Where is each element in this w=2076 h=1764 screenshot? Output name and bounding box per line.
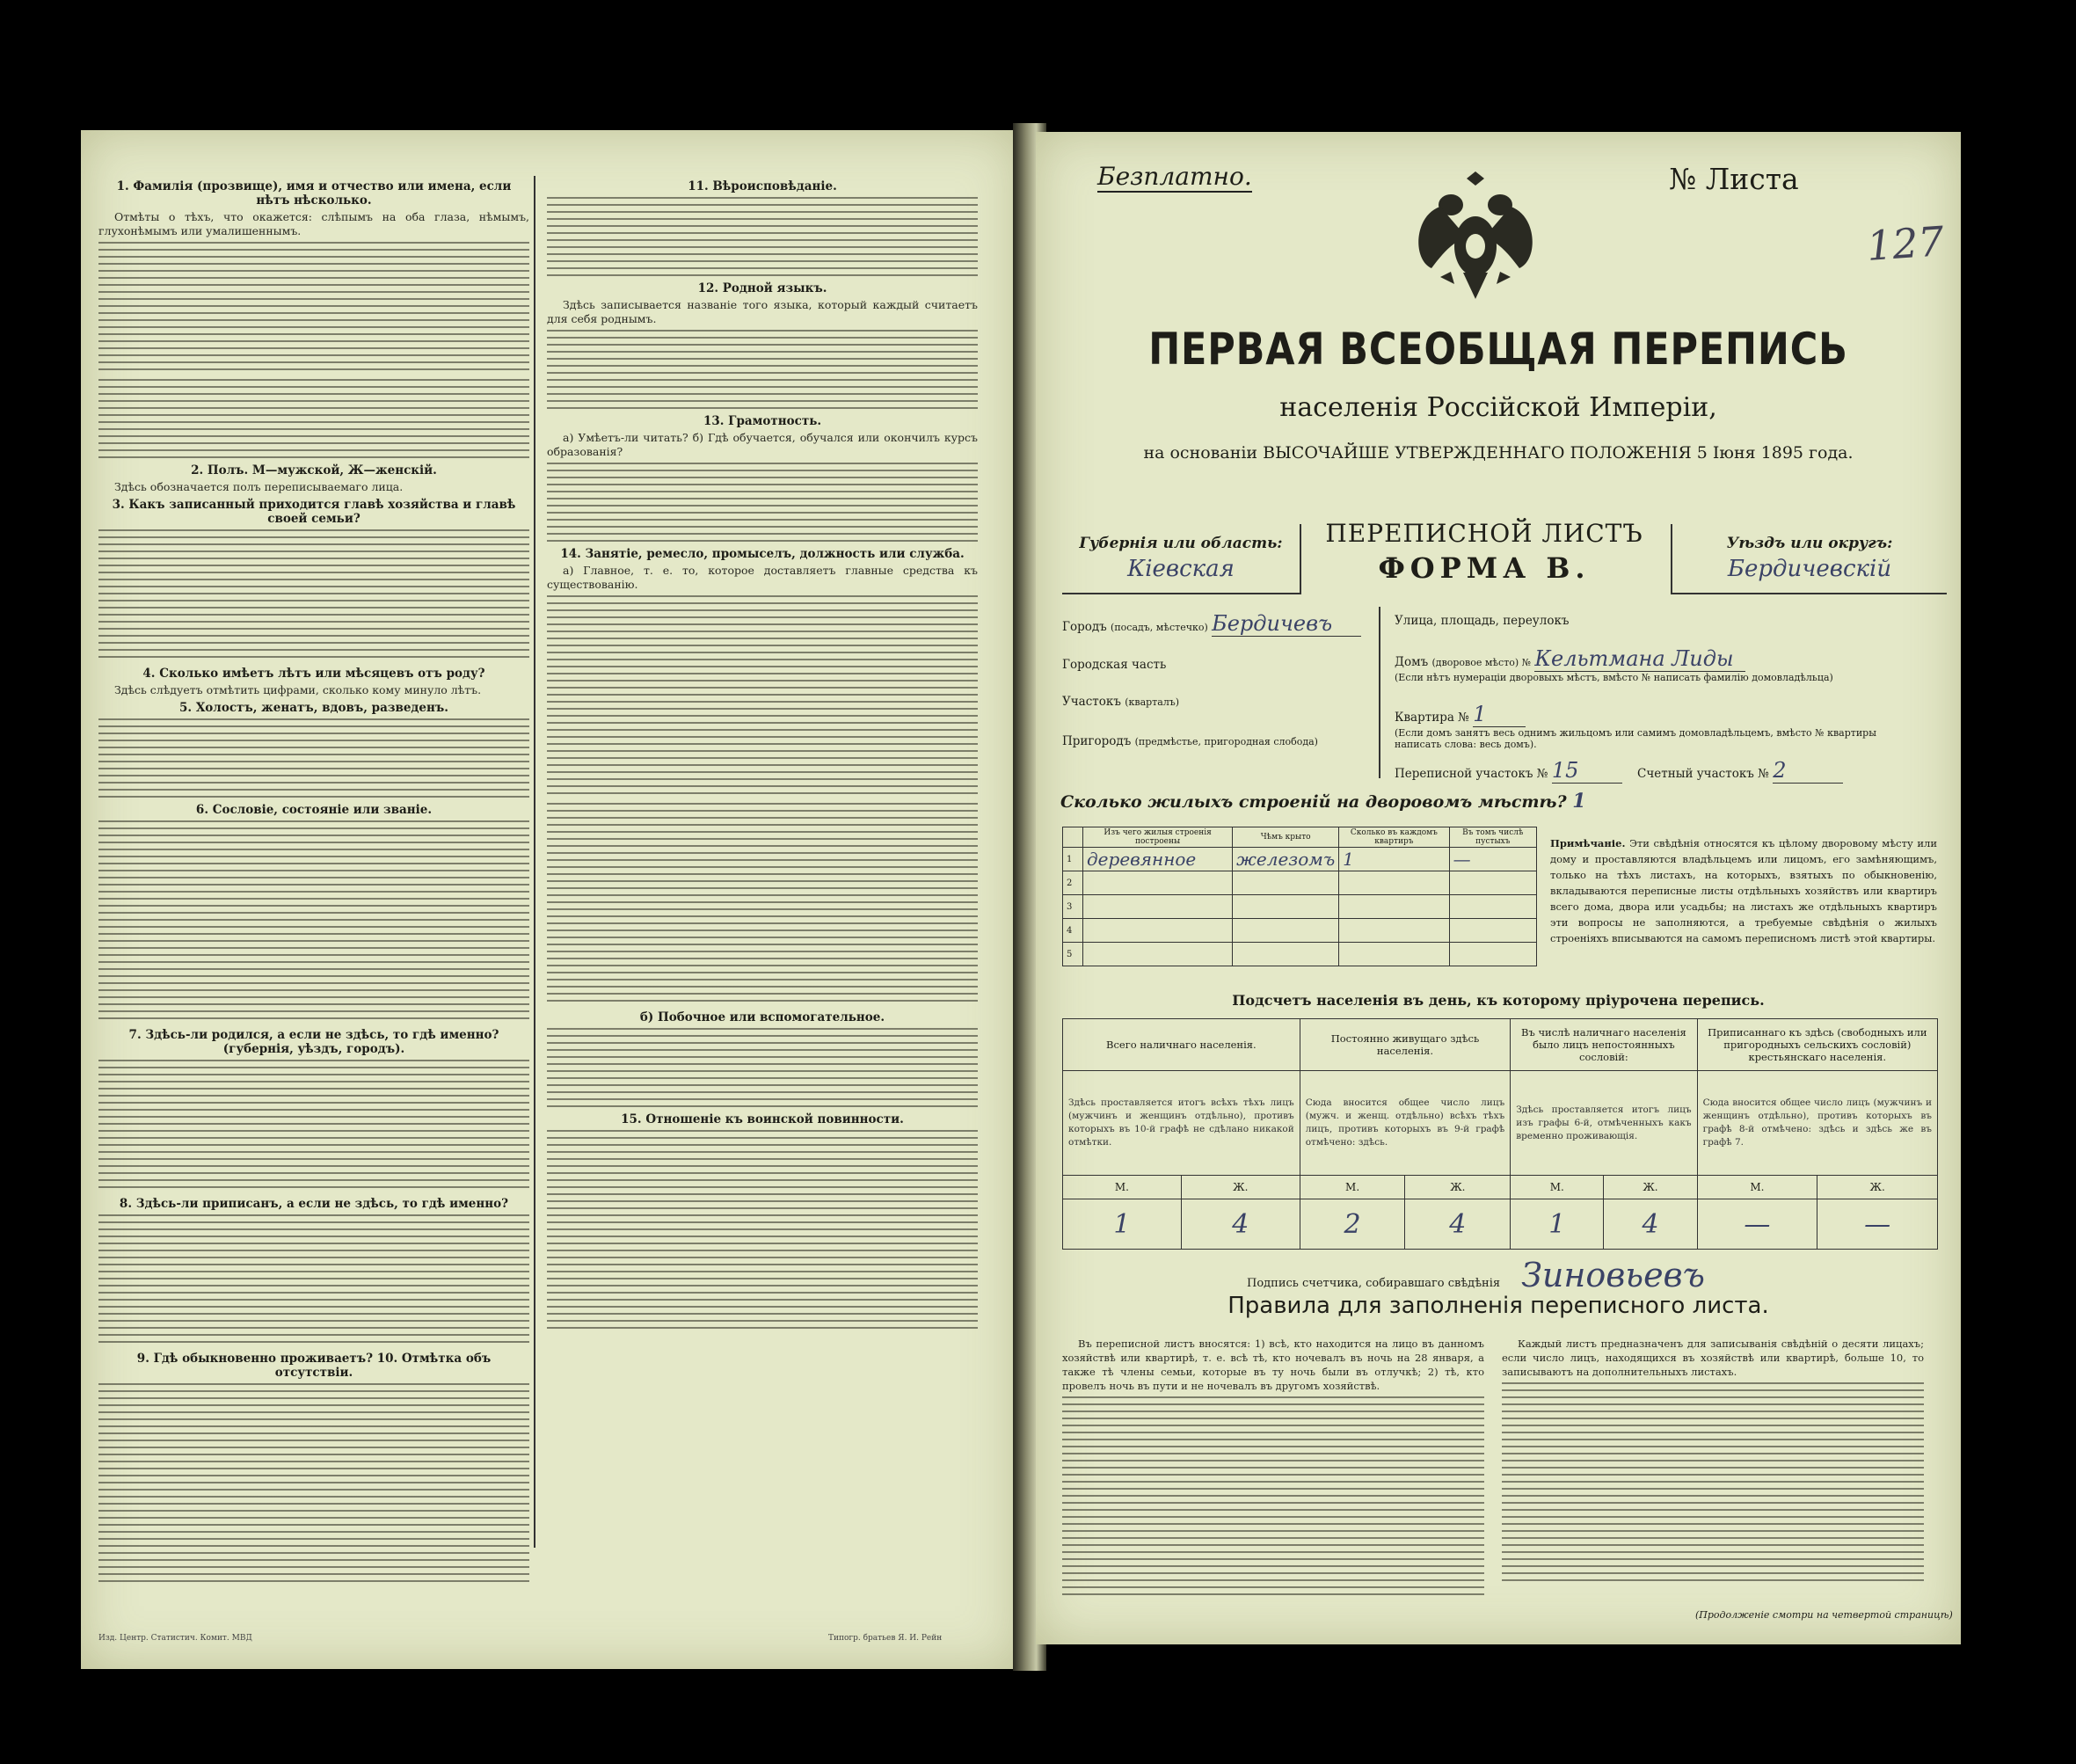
table-header-row — [1063, 827, 1537, 848]
sheet-type-title: ПЕРЕПИСНОЙ ЛИСТЪ — [1325, 519, 1643, 548]
row-number: 3 — [1063, 895, 1083, 919]
suburb-label: Пригородъ — [1062, 734, 1132, 748]
house-note: (Если нѣтъ нумераціи дворовыхъ мѣстъ, вмѣсто № написать фамилію домовладѣльца) — [1395, 672, 1833, 683]
apartments-cell[interactable] — [1339, 943, 1449, 966]
male-count-cell[interactable]: 1 — [1063, 1199, 1182, 1250]
handwritten-page-number: 127 — [1865, 217, 1946, 270]
footer-imprint: Изд. Центр. Статистич. Комит. МВД — [98, 1634, 252, 1643]
free-label: Безплатно. — [1097, 162, 1252, 191]
roof-cell[interactable] — [1233, 943, 1339, 966]
roof-cell[interactable] — [1233, 895, 1339, 919]
roof-cell[interactable] — [1233, 919, 1339, 943]
table-row[interactable] — [1063, 895, 1537, 919]
count-sector-value: 2 — [1773, 758, 1843, 784]
sector-hint: (кварталъ) — [1125, 696, 1180, 708]
text-block — [98, 529, 529, 661]
form-title: ПЕРВАЯ ВСЕОБЩАЯ ПЕРЕПИСЬ — [1148, 324, 1848, 375]
text-block — [98, 718, 529, 798]
apartments-cell[interactable] — [1339, 871, 1449, 895]
female-count-cell[interactable]: 4 — [1181, 1199, 1300, 1250]
rules-column-2 — [1502, 1337, 1924, 1618]
sheet-type — [1300, 519, 1669, 585]
column-header: Постоянно живущаго здѣсь населенія. — [1300, 1019, 1511, 1071]
enumerator-signature-field[interactable] — [1247, 1256, 1705, 1294]
buildings-question-text: Сколько жилыхъ строеній на дворовомъ мѣстѣ? — [1060, 792, 1567, 812]
section-heading: 3. Какъ записанный приходится главѣ хозяйства и главѣ своей семьи? — [112, 498, 516, 526]
count-values-row[interactable] — [1063, 1199, 1938, 1250]
census-form-page — [1036, 132, 1961, 1644]
footer-printer: Типогр. братьев Я. И. Рейн — [828, 1634, 943, 1643]
text-block — [547, 1130, 978, 1332]
column-description: Сюда вносится общее число лицъ (мужч. и женщ. отдѣльно) всѣхъ тѣхъ лицъ, противъ которыхъ въ 9-й графѣ отмѣчено: здѣсь. — [1300, 1071, 1511, 1176]
male-count-cell[interactable]: — — [1697, 1199, 1817, 1250]
rules-text: Въ переписной листъ вносятся: 1) всѣ, кто находится на лицо въ данномъ хозяйствѣ или квартирѣ, т. е. всѣ тѣ, кто ночевалъ въ ночь на 28 января, а также тѣ члены семьи, которые въ ту ночь были въ отлучкѣ; 2) тѣ, кто провелъ ночь въ пути и не ночевалъ въ другомъ хозяйствѣ. — [1062, 1338, 1484, 1392]
text-block — [98, 1214, 529, 1346]
sector-label: Участокъ — [1062, 695, 1121, 709]
empty-cell[interactable] — [1449, 895, 1536, 919]
section-heading: 9. Гдѣ обыкновенно проживаетъ? 10. Отмѣтка объ отсутствіи. — [136, 1352, 492, 1380]
buildings-question — [1060, 790, 1586, 813]
female-count-cell[interactable]: 4 — [1405, 1199, 1511, 1250]
city-label: Городъ — [1062, 620, 1107, 634]
rules-column-1 — [1062, 1337, 1484, 1618]
column-divider — [534, 176, 535, 1548]
sector-field[interactable] — [1062, 695, 1179, 709]
male-header: М. — [1697, 1176, 1817, 1199]
section-heading: 6. Сословіе, состояніе или званіе. — [195, 803, 433, 817]
empty-cell[interactable] — [1449, 919, 1536, 943]
note-title: Примѣчаніе. — [1550, 837, 1626, 849]
row-number: 5 — [1063, 943, 1083, 966]
apartment-note: (Если домъ занятъ весь однимъ жильцомъ или самимъ домовладѣльцемъ, вмѣсто № квартиры написать слова: весь домъ). — [1395, 727, 1876, 750]
signature-label: Подпись счетчика, собиравшаго свѣдѣнія — [1247, 1277, 1501, 1290]
male-header: М. — [1063, 1176, 1182, 1199]
form-subtitle: населенія Россійской Имперіи, — [1279, 392, 1717, 423]
column-description: Здѣсь проставляется итогъ лицъ изъ графы 6-й, отмѣченныхъ какъ временно проживающія. — [1511, 1071, 1697, 1176]
apartment-field[interactable] — [1395, 702, 1922, 750]
table-row[interactable] — [1063, 943, 1537, 966]
male-header: М. — [1300, 1176, 1405, 1199]
column-description: Здѣсь проставляется итогъ всѣхъ тѣхъ лицъ (мужчинъ и женщинъ отдѣльно), противъ которыхъ въ 10-й графѣ не сдѣлано никакой отмѣтки. — [1063, 1071, 1300, 1176]
column-header: Чѣмъ крыто — [1233, 827, 1339, 848]
empty-cell[interactable]: — — [1449, 848, 1536, 871]
section-text: а) Главное, т. е. то, которое доставляетъ главные средства къ существованію. — [547, 564, 978, 591]
table-row[interactable] — [1063, 871, 1537, 895]
apartments-cell[interactable]: 1 — [1339, 848, 1449, 871]
sheet-number-label: № Листа — [1669, 162, 1799, 196]
text-block — [1502, 1382, 1924, 1585]
column-header: Всего наличнаго населенія. — [1063, 1019, 1300, 1071]
apartments-cell[interactable] — [1339, 919, 1449, 943]
column-header: Сколько въ каждомъ квартиръ — [1339, 827, 1449, 848]
section-heading: 15. Отношеніе къ воинской повинности. — [621, 1112, 904, 1126]
row-number: 1 — [1063, 848, 1083, 871]
male-count-cell[interactable]: 2 — [1300, 1199, 1405, 1250]
female-header: Ж. — [1405, 1176, 1511, 1199]
section-heading: 8. Здѣсь-ли приписанъ, а если не здѣсь, то гдѣ именно? — [119, 1197, 509, 1211]
text-block — [547, 595, 978, 798]
female-count-cell[interactable]: — — [1817, 1199, 1938, 1250]
city-hint: (посадъ, мѣстечко) — [1111, 622, 1208, 633]
city-field[interactable] — [1062, 611, 1361, 637]
decree-line: на основаніи ВЫСОЧАЙШЕ УТВЕРЖДЕННАГО ПОЛОЖЕНІЯ 5 Іюня 1895 года. — [1143, 443, 1854, 463]
empty-cell[interactable] — [1449, 871, 1536, 895]
row-number: 2 — [1063, 871, 1083, 895]
text-block — [1062, 1396, 1484, 1599]
column-header: Приписаннаго къ здѣсь (свободныхъ или пригородныхъ сельскихъ сословій) крестьянскаго населенія. — [1697, 1019, 1937, 1071]
rules-text: Каждый листъ предназначенъ для записыванія свѣдѣній о десяти лицахъ; если число лицъ, находящихся въ хозяйствѣ или квартирѣ, больше 10, то записываютъ на дополнительныхъ листахъ. — [1502, 1338, 1924, 1378]
house-label: Домъ — [1395, 655, 1429, 669]
signature-value: Зиновьевъ — [1521, 1256, 1705, 1294]
section-text: Здѣсь обозначается полъ переписываемаго лица. — [114, 480, 404, 493]
buildings-answer: 1 — [1572, 790, 1586, 813]
section-heading: 1. Фамилія (прозвище), имя и отчество или имена, если нѣтъ нѣсколько. — [116, 179, 512, 208]
roof-cell[interactable] — [1233, 871, 1339, 895]
female-count-cell[interactable]: 4 — [1604, 1199, 1697, 1250]
section-heading: 11. Вѣроисповѣданіе. — [688, 179, 837, 193]
population-count-title: Подсчетъ населенія въ день, къ которому пріурочена перепись. — [1232, 992, 1765, 1009]
suburb-hint: (предмѣстье, пригородная слобода) — [1134, 736, 1318, 747]
table-row[interactable] — [1063, 848, 1537, 871]
province-field[interactable] — [1062, 524, 1301, 594]
page-footer — [98, 1634, 1001, 1643]
female-header: Ж. — [1181, 1176, 1300, 1199]
instructions-page — [81, 130, 1018, 1669]
suburb-field[interactable] — [1062, 734, 1318, 748]
section-text: Здѣсь слѣдуетъ отмѣтить цифрами, сколько кому минуло лѣтъ. — [114, 683, 482, 696]
city-value: Бердичевъ — [1212, 611, 1361, 637]
city-part-field[interactable] — [1062, 658, 1166, 672]
table-header-row — [1063, 1019, 1938, 1071]
double-headed-eagle-icon — [1405, 163, 1546, 312]
text-block — [547, 803, 978, 1005]
population-count-table — [1062, 1018, 1938, 1250]
instructions-column-2 — [547, 176, 978, 1548]
material-cell[interactable] — [1083, 895, 1233, 919]
district-value: Бердичевскій — [1727, 556, 1892, 582]
table-row[interactable] — [1063, 919, 1537, 943]
house-field[interactable] — [1395, 646, 1922, 683]
column-header: Въ числѣ наличнаго населенія было лицъ непостоянныхъ сословій: — [1511, 1019, 1697, 1071]
column-header: Въ томъ числѣ пустыхъ — [1449, 827, 1536, 848]
census-sector-label: Переписной участокъ № — [1395, 767, 1548, 781]
count-sector-label: Счетный участокъ № — [1637, 767, 1769, 781]
description-row — [1063, 1071, 1938, 1176]
text-block — [98, 1060, 529, 1192]
empty-cell[interactable] — [1449, 943, 1536, 966]
apartment-label: Квартира № — [1395, 711, 1469, 725]
district-label: Уѣздъ или округъ: — [1726, 535, 1893, 552]
street-field[interactable] — [1395, 614, 1569, 628]
material-cell[interactable] — [1083, 919, 1233, 943]
rules-title: Правила для заполненія переписного листа. — [1227, 1293, 1769, 1319]
text-block — [547, 463, 978, 542]
section-heading: 7. Здѣсь-ли родился, а если не здѣсь, то гдѣ именно? (губернія, уѣздъ, городъ). — [128, 1028, 499, 1056]
section-heading: 14. Занятіе, ремесло, промыселъ, должность или служба. — [560, 547, 965, 561]
section-heading: 5. Холостъ, женатъ, вдовъ, разведенъ. — [179, 701, 448, 715]
street-label: Улица, площадь, переулокъ — [1395, 614, 1570, 628]
section-heading: б) Побочное или вспомогательное. — [639, 1010, 885, 1024]
buildings-note — [1550, 835, 1937, 946]
continuation-note: (Продолженіе смотри на четвертой страницѣ) — [1695, 1609, 1953, 1621]
house-value: Кельтмана Лиды — [1534, 646, 1745, 672]
text-block — [98, 379, 529, 458]
sex-header-row — [1063, 1176, 1938, 1199]
male-count-cell[interactable]: 1 — [1511, 1199, 1604, 1250]
section-heading: 13. Грамотность. — [703, 414, 822, 428]
apartment-value: 1 — [1473, 702, 1526, 727]
section-text: Здѣсь записывается названіе того языка, который каждый считаетъ для себя роднымъ. — [547, 298, 978, 325]
apartments-cell[interactable] — [1339, 895, 1449, 919]
material-cell[interactable] — [1083, 943, 1233, 966]
column-header: Изъ чего жилыя строенія построены — [1083, 827, 1233, 848]
district-field[interactable] — [1671, 524, 1947, 594]
house-hint: (дворовое мѣсто) № — [1431, 657, 1532, 668]
roof-cell[interactable]: железомъ — [1233, 848, 1339, 871]
form-letter: ФОРМА В. — [1378, 551, 1591, 585]
text-block — [98, 1383, 529, 1585]
text-block — [98, 820, 529, 1023]
text-block — [98, 242, 529, 374]
section-heading: 12. Родной языкъ. — [697, 281, 827, 295]
male-header: М. — [1511, 1176, 1604, 1199]
province-label: Губернія или область: — [1079, 535, 1283, 552]
female-header: Ж. — [1817, 1176, 1938, 1199]
section-heading: 4. Сколько имѣетъ лѣтъ или мѣсяцевъ отъ роду? — [142, 667, 485, 681]
city-part-label: Городская часть — [1062, 658, 1167, 672]
material-cell[interactable]: деревянное — [1083, 848, 1233, 871]
column-description: Сюда вносится общее число лицъ (мужчинъ и женщинъ отдѣльно), противъ которыхъ въ графѣ 8-й отмѣчено: здѣсь и здѣсь же въ графѣ 7. — [1697, 1071, 1937, 1176]
section-text: а) Умѣетъ-ли читать? б) Гдѣ обучается, обучался или окончилъ курсъ образованія? — [547, 431, 978, 458]
section-text: Отмѣты о тѣхъ, что окажется: слѣпымъ на оба глаза, нѣмымъ, глухонѣмымъ или умалишеннымъ. — [98, 210, 529, 237]
province-value: Кіевская — [1127, 556, 1235, 582]
buildings-table — [1062, 827, 1537, 966]
text-block — [547, 197, 978, 276]
section-heading: 2. Полъ. М—мужской, Ж—женскій. — [191, 463, 437, 477]
material-cell[interactable] — [1083, 871, 1233, 895]
text-block — [547, 330, 978, 409]
census-sector-value: 15 — [1552, 758, 1622, 784]
address-divider — [1379, 607, 1380, 778]
census-sector-field[interactable] — [1395, 758, 1843, 784]
note-text: Эти свѣдѣнія относятся къ цѣлому дворовому мѣсту или дому и проставляются владѣльцемъ или лицомъ, его замѣняющимъ, только на тѣхъ листахъ, на которыхъ, взятыхъ по обыкновенію, вкладываются переписные листы отдѣльныхъ хозяйствъ или квартиръ всего дома, двора или усадьбы; на листахъ же отдѣльныхъ квартиръ эти вопросы не заполняются, а требуемые свѣдѣнія о жилыхъ строеніяхъ вписываются на самомъ переписномъ листѣ этой квартиры. — [1550, 837, 1937, 944]
instructions-column-1 — [98, 176, 529, 1592]
text-block — [547, 1028, 978, 1107]
row-number: 4 — [1063, 919, 1083, 943]
female-header: Ж. — [1604, 1176, 1697, 1199]
